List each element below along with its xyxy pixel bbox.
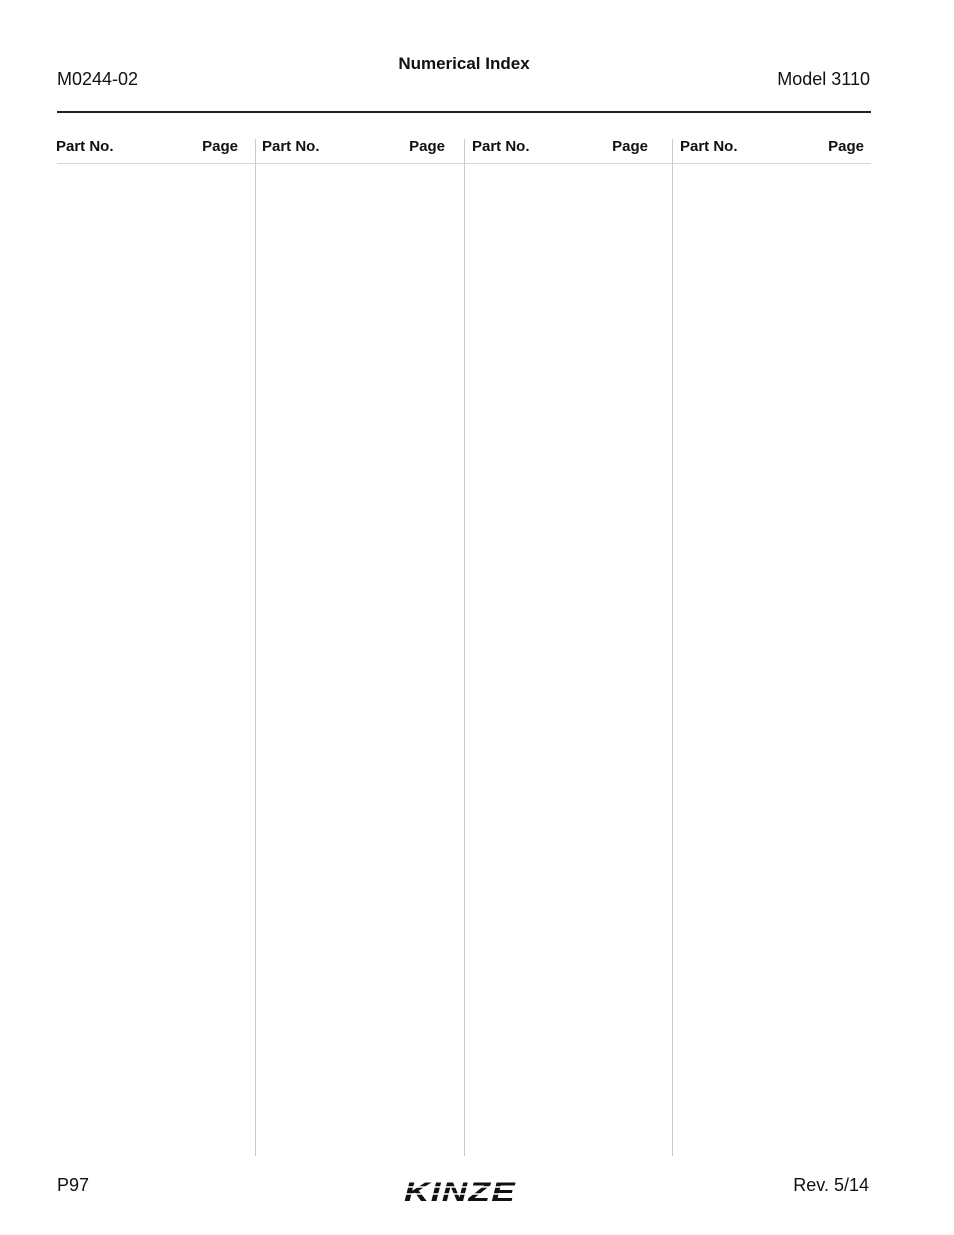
model-label: Model 3110 xyxy=(777,69,870,89)
kinze-logo xyxy=(402,1175,524,1207)
column-3-part-header: Part No. xyxy=(472,138,530,155)
column-divider xyxy=(464,139,465,1156)
column-divider xyxy=(672,139,673,1156)
logo-text: KINZE xyxy=(404,1177,516,1207)
column-4-page-header: Page xyxy=(828,138,864,155)
column-2-part-header: Part No. xyxy=(262,138,320,155)
revision-date: Rev. 5/14 xyxy=(793,1175,869,1195)
doc-number: M0244-02 xyxy=(57,69,139,89)
header-rule xyxy=(57,111,871,113)
column-1-page-header: Page xyxy=(202,138,238,155)
page-title: Numerical Index xyxy=(398,54,530,73)
column-divider xyxy=(255,139,256,1156)
table-header-rule xyxy=(57,163,871,164)
page-number: P97 xyxy=(57,1175,90,1195)
column-3-page-header: Page xyxy=(612,138,648,155)
column-4-part-header: Part No. xyxy=(680,138,738,155)
column-2-page-header: Page xyxy=(409,138,445,155)
column-1-part-header: Part No. xyxy=(56,138,114,155)
